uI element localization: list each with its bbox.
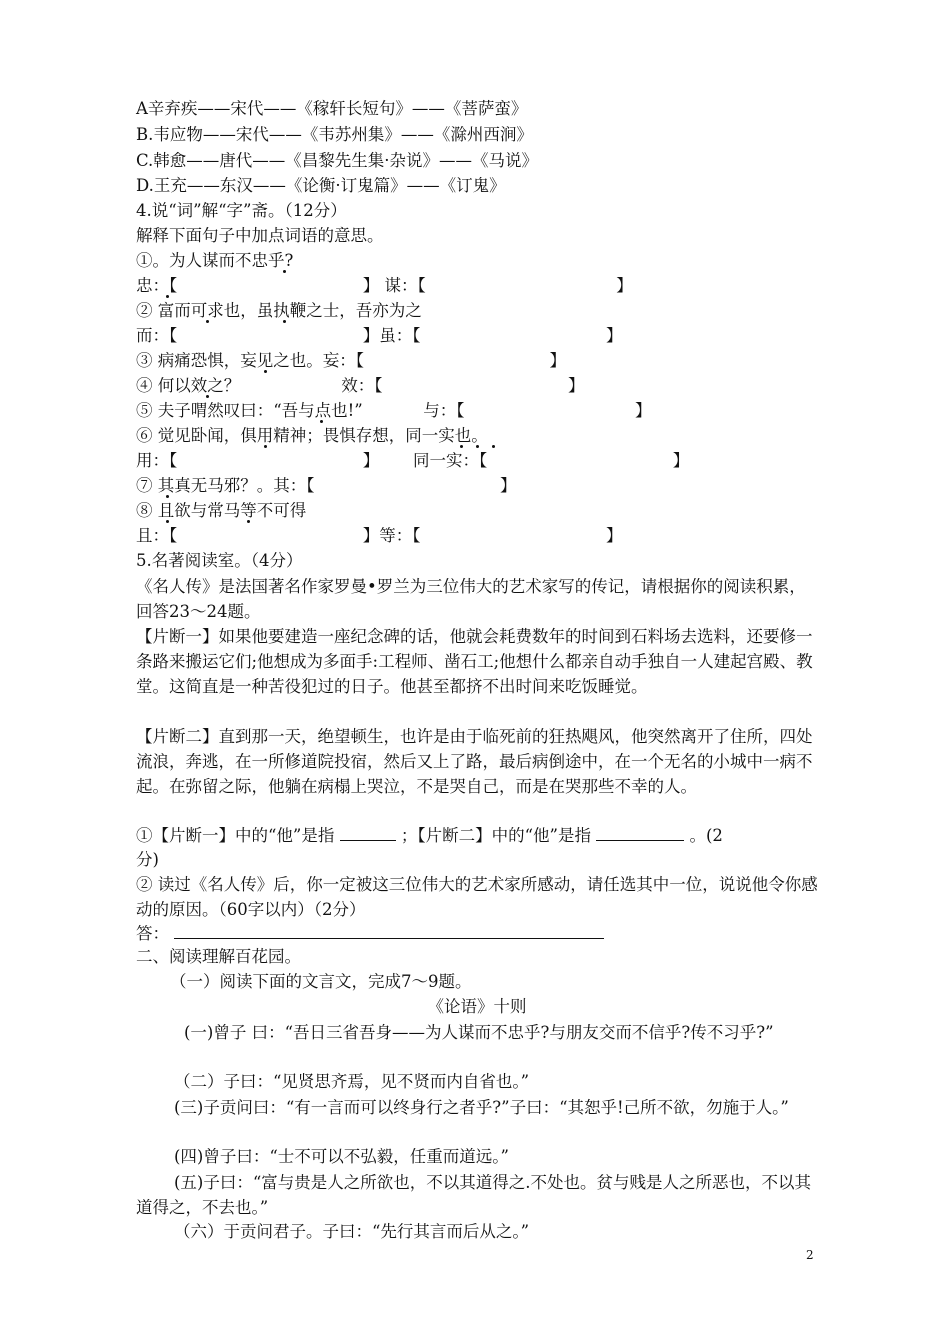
q4-sentence-7 [136, 475, 517, 497]
sentence-4-text: ④ 何以效之？ [136, 376, 241, 395]
emphasis-dot [460, 445, 463, 448]
emphasis-dot [206, 395, 209, 398]
lunyu-3: (三)子贡问曰：“有一言而可以终身行之者乎?”子曰：“其恕乎!己所不欲，勿施于人。” [174, 1098, 789, 1117]
bracket-close: 】 [606, 526, 623, 545]
label-sui: 】虽：【 [362, 326, 421, 345]
q4-blank-line-8 [136, 525, 623, 547]
label-yong: 用：【 [136, 451, 178, 470]
q4-sentence-2: ② 富而可求也，虽执鞭之士，吾亦为之 [136, 301, 422, 320]
bracket-close: 】 [606, 326, 623, 345]
emphasis-dot [166, 495, 169, 498]
q4-instruction: 解释下面句子中加点词语的意思。 [136, 226, 384, 245]
emphasis-dot [264, 445, 267, 448]
lunyu-2: （二）子曰：“见贤思齐焉，见不贤而内自省也。” [174, 1072, 530, 1091]
emphasis-dot [320, 420, 323, 423]
q4-title: 4.说“词”解“字”斋。（12分） [136, 201, 347, 220]
lunyu-4: (四)曾子曰：“士不可以不弘毅，任重而道远。” [174, 1147, 509, 1166]
emphasis-dot [283, 270, 286, 273]
part2-subtitle: （一）阅读下面的文言文，完成7～9题。 [170, 972, 472, 991]
emphasis-dot [283, 320, 286, 323]
emphasis-dot [476, 445, 479, 448]
q4-sentence-5 [136, 400, 652, 422]
answer-frag1-field[interactable] [340, 824, 396, 841]
answer-label: 答： [136, 924, 169, 943]
part2-title: 二、阅读理解百花园。 [136, 947, 301, 966]
q5-q1-text-b: ；【片断二】中的“他”是指 [400, 826, 591, 845]
sentence-5-text: ⑤ 夫子喟然叹曰：“吾与点也!” [136, 401, 363, 420]
label-er: 而：【 [136, 326, 178, 345]
label-qie: 且：【 [136, 526, 178, 545]
emphasis-dot [206, 320, 209, 323]
q4-sentence-4 [136, 375, 585, 397]
q5-q1-text-a: ①【片断一】中的“他”是指 [136, 826, 335, 845]
part2-heading: 《论语》十则 [427, 997, 527, 1016]
q4-sentence-1: ①。为人谋而不忠乎? [136, 251, 294, 270]
bracket-close: 】 [362, 451, 380, 470]
bracket-close: 】 [568, 376, 585, 395]
emphasis-dot [166, 295, 169, 298]
emphasis-dot [166, 520, 169, 523]
bracket-close: 】 [500, 476, 517, 495]
q4-blank-line-2 [136, 325, 623, 347]
q5-question-1 [136, 824, 723, 847]
label-tongyishi: 同一实：【 [413, 451, 488, 470]
emphasis-dot [264, 370, 267, 373]
bracket-close: 】 [635, 401, 652, 420]
label-zhong: 忠：【 [136, 276, 178, 295]
q4-sentence-6: ⑥ 觉见卧闻，俱用精神；畏惧存想，同一实也。 [136, 426, 488, 445]
option-b: B.韦应物——宋代——《韦苏州集》——《滁州西涧》 [136, 125, 533, 144]
sentence-7-text: ⑦ 其真无马邪？。其：【 [136, 476, 315, 495]
q5-question-2: ② 读过《名人传》后，你一定被这三位伟大的艺术家所感动，请任选其中一位，说说他令你感动的原因。（60字以内）（2分） [136, 875, 818, 919]
sentence-3-text: ③ 病痛恐惧，妄见之也。妄：【 [136, 351, 364, 370]
q5-fragment-1: 【片断一】如果他要建造一座纪念碑的话，他就会耗费数年的时间到石料场去选料，还要修一条路来搬运它们;他想成为多面手:工程师、凿石工;他想什么都亲自动手独自一人建起宫殿、教堂。这简直是一种苦役犯过的日子。他甚至都挤不出时间来吃饭睡觉。 [136, 627, 813, 696]
answer-field[interactable] [174, 922, 604, 939]
label-yu: 与：【 [423, 401, 465, 420]
label-mou: 】 谋：【 [362, 276, 426, 295]
q4-blank-line-6 [136, 450, 689, 472]
page-number: 2 [806, 1248, 814, 1262]
emphasis-dot [247, 520, 250, 523]
bracket-close: 】 [672, 451, 690, 470]
option-c: C.韩愈——唐代——《昌黎先生集·杂说》——《马说》 [136, 151, 539, 170]
q5-fragment-2: 【片断二】直到那一天，绝望顿生，也许是由于临死前的狂热飓风，他突然离开了住所，四处流浪，奔逃，在一所修道院投宿，然后又上了路，最后病倒途中，在一个无名的小城中一病不起。在弥留之际，他躺在病榻上哭泣，不是哭自己，而是在哭那些不幸的人。 [136, 727, 813, 796]
q4-sentence-8: ⑧ 且欲与常马等不可得 [136, 501, 307, 520]
q5-intro: 《名人传》是法国著名作家罗曼•罗兰为三位伟大的艺术家写的传记，请根据你的阅读积累，回答23～24题。 [136, 577, 806, 621]
emphasis-dot [492, 445, 495, 448]
option-d: D.王充——东汉——《论衡·订鬼篇》——《订鬼》 [136, 176, 506, 195]
q4-blank-line-1 [136, 275, 633, 297]
lunyu-6: （六）于贡问君子。子曰：“先行其言而后从之。” [174, 1222, 530, 1241]
bracket-close: 】 [549, 351, 566, 370]
bracket-close: 】 [616, 276, 633, 295]
label-deng: 】等：【 [362, 526, 421, 545]
q5-title: 5.名著阅读室。（4分） [136, 551, 303, 570]
q4-sentence-3 [136, 350, 566, 372]
answer-frag2-field[interactable] [596, 824, 684, 841]
q5-q1-text-c: 。(2 [689, 826, 723, 845]
lunyu-1: (一)曾子 曰：“吾日三省吾身——为人谋而不忠乎?与朋友交而不信乎?传不习乎?” [184, 1023, 774, 1042]
q5-answer-line [136, 922, 604, 945]
label-xiao: 效：【 [341, 376, 383, 395]
q5-question-1-cont: 分) [136, 850, 159, 869]
lunyu-5: (五)子曰：“富与贵是人之所欲也，不以其道得之.不处也。贫与贱是人之所恶也，不以其道得之，不去也。” [136, 1173, 812, 1217]
option-a: A辛弃疾——宋代——《稼轩长短句》——《菩萨蛮》 [136, 99, 528, 118]
